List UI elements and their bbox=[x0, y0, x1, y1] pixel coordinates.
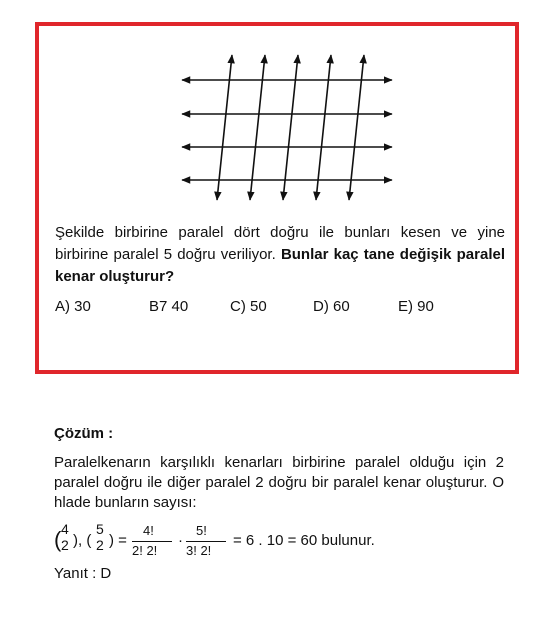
binom2-close-equals: ) = bbox=[109, 532, 127, 549]
option-c: C) 50 bbox=[230, 298, 267, 315]
fraction1-bar bbox=[132, 541, 172, 542]
fraction2-denominator: 3! 2! bbox=[186, 543, 212, 558]
solution-title: Çözüm : bbox=[54, 425, 114, 442]
option-a: A) 30 bbox=[55, 298, 91, 315]
binom1-bottom: 2 bbox=[61, 537, 69, 553]
option-d: D) 60 bbox=[313, 298, 350, 315]
binom1-top: 4 bbox=[61, 521, 69, 537]
fraction2-bar bbox=[186, 541, 226, 542]
question-normal: Şekilde birbirine paralel dört doğru ile bunları kesen ve yine birbirine paralel 5 doğru veriliyor. bbox=[55, 224, 505, 263]
solution-formula bbox=[54, 517, 504, 559]
binom-separator: ), ( bbox=[73, 532, 92, 549]
option-e: E) 90 bbox=[398, 298, 434, 315]
fraction2-numerator: 5! bbox=[196, 523, 207, 538]
fraction1-numerator: 4! bbox=[143, 523, 154, 538]
binom1-open-paren: ( bbox=[54, 527, 62, 552]
answer-text: Yanıt : D bbox=[54, 565, 112, 582]
question-text bbox=[55, 222, 505, 288]
problem-box bbox=[35, 22, 519, 374]
parallel-lines-figure bbox=[172, 50, 402, 215]
binom2-bottom: 2 bbox=[96, 537, 104, 553]
solution-section bbox=[54, 423, 504, 585]
slanted-line-2 bbox=[250, 55, 265, 200]
slanted-line-3 bbox=[283, 55, 298, 200]
slanted-line-4 bbox=[316, 55, 331, 200]
formula-result: = 6 . 10 = 60 bulunur. bbox=[233, 532, 375, 549]
multiply-dot: · bbox=[178, 532, 183, 549]
option-b: B7 40 bbox=[149, 298, 189, 315]
question-bold: Bunlar kaç tane değişik paralel kenar oluşturur? bbox=[55, 246, 506, 285]
fraction1-denominator: 2! 2! bbox=[132, 543, 158, 558]
binom2-top: 5 bbox=[96, 521, 104, 537]
answer-options bbox=[55, 296, 505, 318]
slanted-line-5 bbox=[349, 55, 364, 200]
slanted-line-1 bbox=[217, 55, 232, 200]
solution-text: Paralelkenarın karşılıklı kenarları birbirine paralel olduğu için 2 paralel doğru ile diğer paralel 2 doğru bir paralel kenar oluşturur. O hlade bunların sayısı: bbox=[54, 454, 504, 511]
